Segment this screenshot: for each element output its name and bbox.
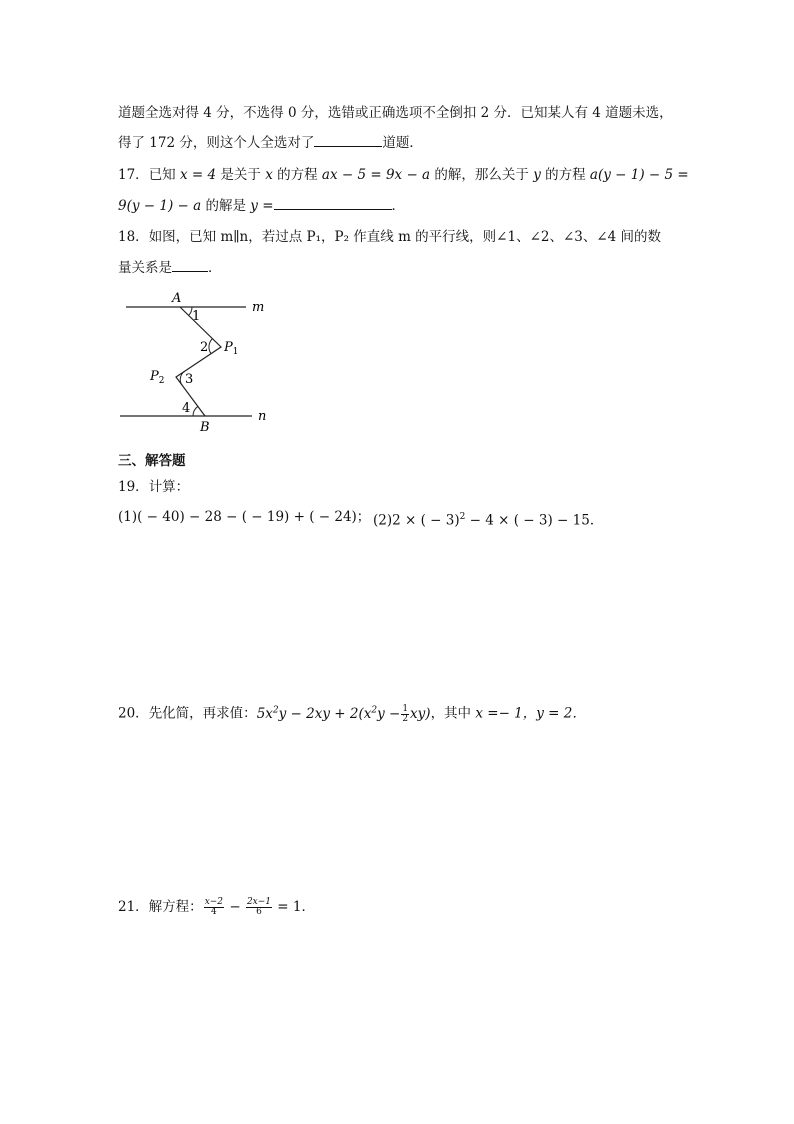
label-B: B	[200, 420, 210, 435]
label-angle-3: 3	[185, 372, 194, 387]
q20-text: 先化简，再求值：	[148, 705, 257, 722]
q18-number: 18．	[118, 229, 149, 245]
section-3-heading: 三、解答题	[118, 453, 186, 469]
q17-text: 是关于	[216, 167, 266, 183]
q21-fraction-2-denominator: 6	[256, 907, 262, 917]
q18-text: 量关系是	[118, 260, 172, 276]
angle-4-arc	[193, 406, 198, 416]
q20-text: ，其中	[430, 705, 476, 722]
q20-line	[118, 701, 586, 724]
q20-expr-part: y −	[377, 705, 401, 722]
q16-line2-prefix: 得了 172 分，则这个人全选对了	[118, 135, 315, 151]
q21-number: 21．	[118, 899, 149, 915]
q19-part2-text: − 4 × ( − 3) − 15．	[465, 512, 604, 529]
q19-number: 19．	[118, 479, 149, 495]
q18-line1	[118, 228, 661, 246]
q21-line	[118, 898, 315, 917]
q16-line1: 道题全选对得 4 分，不选得 0 分，选错或正确选项不全倒扣 2 分．已知某人有 4 道题未选，	[118, 105, 673, 121]
q20-condition: x =− 1，y = 2．	[475, 705, 586, 722]
q17-equation2-part1: a(y − 1) − 5 =	[589, 167, 689, 183]
label-P2: $P_2$	[150, 369, 165, 386]
q17-condition: x = 4	[179, 167, 217, 183]
parallel-lines-figure	[110, 285, 280, 435]
q20-number: 20．	[118, 705, 149, 722]
q20-expression	[256, 703, 431, 724]
label-P1: $P_1$	[224, 340, 239, 357]
q21-fraction-1	[204, 898, 224, 917]
label-A: A	[172, 291, 182, 306]
q20-expr-part: y − 2xy + 2(x	[278, 705, 372, 722]
q18-answer-blank[interactable]	[172, 257, 208, 272]
label-m: m	[252, 300, 265, 315]
q17-text: 的解是	[201, 198, 251, 214]
q17-answer-prefix: y =	[250, 198, 274, 214]
q19-part2	[373, 508, 603, 530]
label-angle-2: 2	[200, 340, 209, 355]
label-angle-4: 4	[182, 401, 191, 416]
q18-text: 如图，已知 m∥n，若过点 P₁，P₂ 作直线 m 的平行线，则∠1、∠2、∠3、∠4 间的数	[148, 229, 662, 245]
q20-exponent: 2	[371, 705, 378, 715]
q19-part2-text: (2)2 × ( − 3)	[373, 512, 460, 529]
q20-fraction-numerator: 1	[402, 703, 409, 714]
q21-operator: −	[225, 899, 245, 915]
q17-text: 的方程	[540, 167, 590, 183]
q20-fraction	[401, 705, 409, 724]
q21-fraction-1-denominator: 4	[210, 907, 217, 917]
q19-part2-exponent: 2	[459, 512, 466, 522]
q21-rhs: = 1．	[273, 899, 315, 915]
q18-line2	[118, 257, 222, 277]
q17-var-x: x	[265, 167, 273, 183]
q17-end: ．	[391, 198, 406, 214]
label-n: n	[258, 409, 267, 424]
q21-text: 解方程：	[148, 899, 203, 915]
q17-line2	[118, 195, 405, 215]
q19-title	[118, 478, 189, 496]
q20-exponent: 2	[272, 705, 279, 715]
q16-line2	[118, 132, 423, 152]
angle-2-arc	[209, 339, 213, 354]
q17-text: 的方程	[272, 167, 322, 183]
label-angle-1: 1	[192, 309, 201, 324]
q17-var-y: y	[533, 167, 541, 183]
q19-part1: (1)( − 40) − 28 − ( − 19) + ( − 24)；	[118, 509, 371, 525]
q19-text: 计算：	[148, 479, 190, 495]
q17-text: 已知	[148, 167, 180, 183]
q17-equation1: ax − 5 = 9x − a	[321, 167, 431, 183]
q17-equation2-part2: 9(y − 1) − a	[118, 198, 202, 214]
q20-expr-part: xy)	[410, 705, 431, 722]
q21-fraction-2	[246, 898, 272, 917]
q20-fraction-denominator: 2	[402, 713, 409, 724]
q21-fraction-1-numerator: x−2	[204, 897, 224, 907]
q17-line1	[118, 166, 689, 184]
q20-expr-part: 5x	[256, 705, 273, 722]
q17-text: 的解，那么关于	[430, 167, 534, 183]
q21-fraction-2-numerator: 2x−1	[246, 897, 272, 907]
q16-line2-suffix: 道题．	[382, 135, 423, 151]
q17-answer-blank[interactable]	[274, 195, 392, 210]
q16-answer-blank[interactable]	[314, 132, 382, 147]
q17-number: 17．	[118, 167, 149, 183]
q18-end: ．	[208, 260, 222, 276]
